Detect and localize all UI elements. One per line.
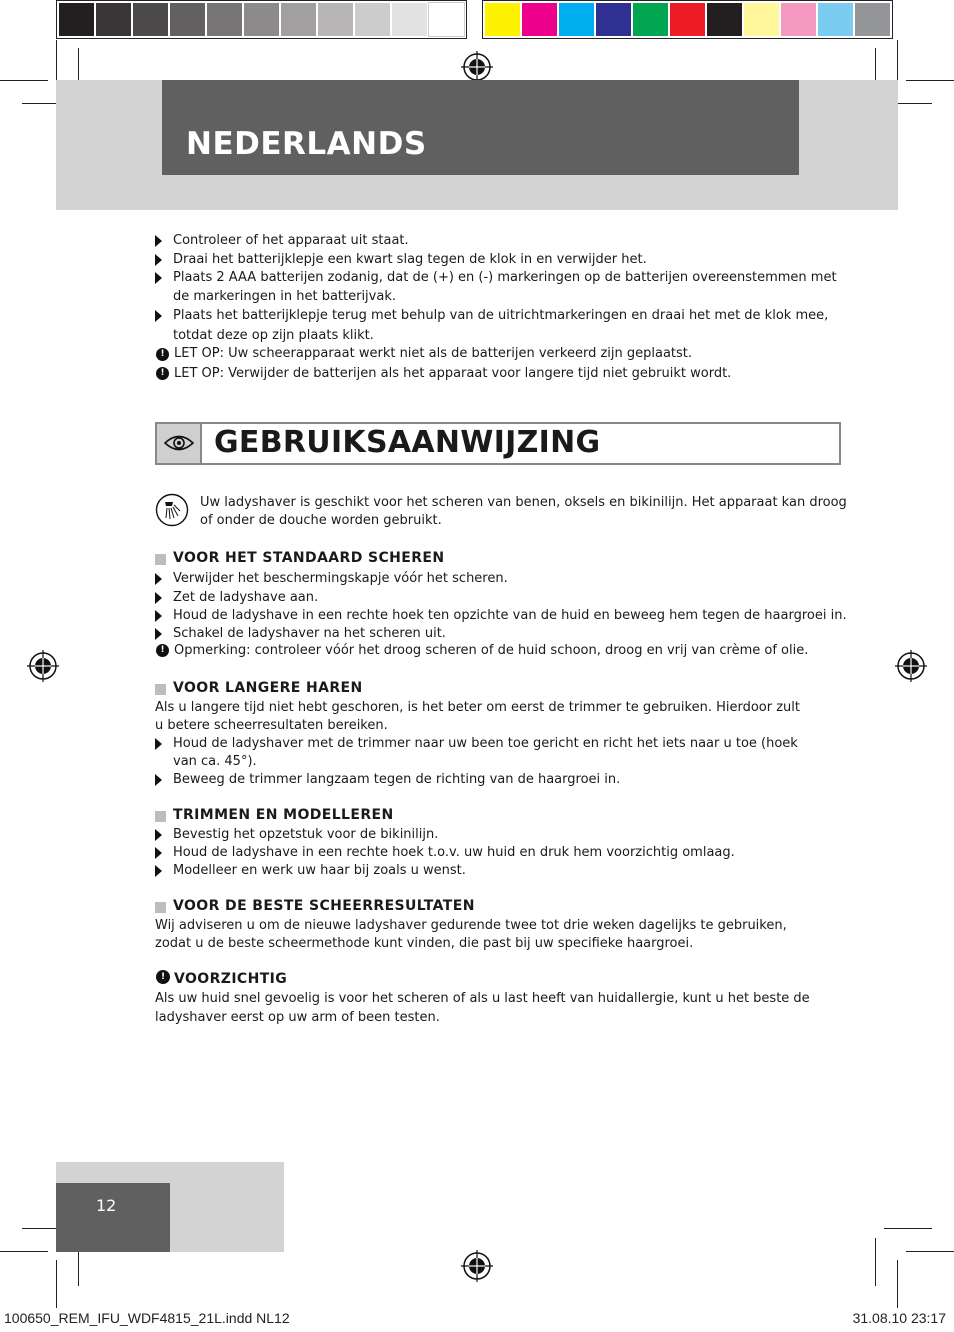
section-title: GEBRUIKSAANWIJZING [214,425,601,460]
standard-step: Houd de ladyshave in een rechte hoek ten opzichte van de huid en beweeg hem tegen de haargroei in. [173,608,847,623]
crop-mark [0,80,48,81]
longer-intro: u betere scheerresultaten bereiken. [155,718,388,733]
color-swatch [744,3,779,36]
cmyk-color-bar [482,0,893,39]
bullet-icon [155,254,162,266]
slug-date-time: 31.08.10 23:17 [852,1310,946,1326]
page-number: 12 [96,1196,117,1215]
standard-step: Schakel de ladyshaver na het scheren uit. [173,626,446,641]
bullet-icon [155,738,162,750]
bullet-icon [155,272,162,284]
subheading: TRIMMEN EN MODELLEREN [173,807,394,823]
battery-step: Plaats het batterijklepje terug met behulp van de uitrichtmarkeringen en draai het met de klok mee, [173,308,829,323]
battery-step-continuation: de markeringen in het batterijvak. [173,289,396,304]
longer-step: Beweeg de trimmer langzaam tegen de richting van de haargroei in. [173,772,621,787]
color-swatch [818,3,853,36]
best-text: Wij adviseren u om de nieuwe ladyshaver gedurende twee tot drie weken dagelijks te gebruiken, [155,918,787,933]
square-bullet-icon [155,902,166,913]
warning-icon: ! [156,970,170,984]
bullet-icon [155,610,162,622]
subheading: VOOR HET STANDAARD SCHEREN [173,550,445,566]
footer-box [56,1183,170,1252]
color-swatch [244,3,279,36]
battery-step: Draai het batterijklepje een kwart slag tegen de klok in en verwijder het. [173,252,647,267]
longer-step-continuation: van ca. 45°). [173,754,257,769]
color-swatch [59,3,94,36]
caution-text: ladyshaver eerst op uw arm of been testen. [155,1010,440,1025]
warning-icon: ! [156,348,169,361]
color-swatch [170,3,205,36]
color-swatch [855,3,890,36]
registration-mark-icon [27,650,59,682]
crop-mark [0,1251,48,1252]
caution-text: Als uw huid snel gevoelig is voor het scheren of als u last heeft van huidallergie, kunt u het beste de [155,991,810,1006]
warning-icon: ! [156,367,169,380]
color-swatch [392,3,427,36]
crop-mark [884,1228,932,1229]
bullet-icon [155,235,162,247]
battery-step: Plaats 2 AAA batterijen zodanig, dat de (+) en (-) markeringen op de batterijen overeenstemmen met [173,270,837,285]
color-swatch [522,3,557,36]
trim-step: Bevestig het opzetstuk voor de bikinilijn. [173,827,439,842]
color-swatch [207,3,242,36]
standard-step: Verwijder het beschermingskapje vóór het scheren. [173,571,508,586]
eye-icon [163,432,195,454]
crop-mark [875,1238,876,1286]
section-icon-cell [157,424,202,463]
bullet-icon [155,310,162,322]
intro-line: Uw ladyshaver is geschikt voor het scheren van benen, oksels en bikinilijn. Het apparaat kan droog [200,495,847,510]
intro-line: of onder de douche worden gebruikt. [200,513,442,528]
color-swatch [133,3,168,36]
color-swatch [633,3,668,36]
crop-mark [56,1260,57,1308]
subheading: VOORZICHTIG [174,971,288,987]
color-swatch [670,3,705,36]
crop-mark [906,80,954,81]
square-bullet-icon [155,554,166,565]
bullet-icon [155,829,162,841]
trim-step: Houd de ladyshave in een rechte hoek t.o.v. uw huid en druk hem voorzichtig omlaag. [173,845,735,860]
standard-step: Zet de ladyshave aan. [173,590,319,605]
color-swatch [559,3,594,36]
subheading: VOOR DE BESTE SCHEERRESULTATEN [173,898,475,914]
color-swatch [318,3,353,36]
best-text: zodat u de beste scheermethode kunt vinden, die past bij uw specifieke haargroei. [155,936,694,951]
longer-intro: Als u langere tijd niet hebt geschoren, is het beter om eerst de trimmer te gebruiken. Hierdoor zult [155,700,801,715]
battery-step-continuation: totdat deze op zijn plaats klikt. [173,328,374,343]
registration-mark-icon [461,51,493,83]
battery-step: Controleer of het apparaat uit staat. [173,233,409,248]
bullet-icon [155,573,162,585]
color-swatch [281,3,316,36]
square-bullet-icon [155,811,166,822]
bullet-icon [155,592,162,604]
color-swatch [596,3,631,36]
color-swatch [485,3,520,36]
standard-note: Opmerking: controleer vóór het droog scheren of de huid schoon, droog en vrij van crème of olie. [174,643,809,658]
longer-step: Houd de ladyshaver met de trimmer naar uw been toe gericht en richt het iets naar u toe (hoek [173,736,798,751]
slug-file-info: 100650_REM_IFU_WDF4815_21L.indd NL12 [4,1310,290,1326]
crop-mark [897,1260,898,1308]
color-swatch [355,3,390,36]
color-swatch [781,3,816,36]
registration-mark-icon [895,650,927,682]
battery-note: LET OP: Uw scheerapparaat werkt niet als de batterijen verkeerd zijn geplaatst. [174,346,693,361]
color-swatch [96,3,131,36]
bullet-icon [155,847,162,859]
color-swatch [429,3,464,36]
registration-mark-icon [461,1250,493,1282]
bullet-icon [155,628,162,640]
shower-icon [155,493,189,527]
color-swatch [707,3,742,36]
subheading: VOOR LANGERE HAREN [173,680,363,696]
crop-mark [906,1251,954,1252]
battery-note: LET OP: Verwijder de batterijen als het apparaat voor langere tijd niet gebruikt wordt. [174,366,732,381]
gray-color-bar [56,0,467,39]
bullet-icon [155,774,162,786]
warning-icon: ! [156,644,169,657]
page-title: NEDERLANDS [186,126,427,162]
trim-step: Modelleer en werk uw haar bij zoals u wenst. [173,863,466,878]
square-bullet-icon [155,684,166,695]
bullet-icon [155,865,162,877]
